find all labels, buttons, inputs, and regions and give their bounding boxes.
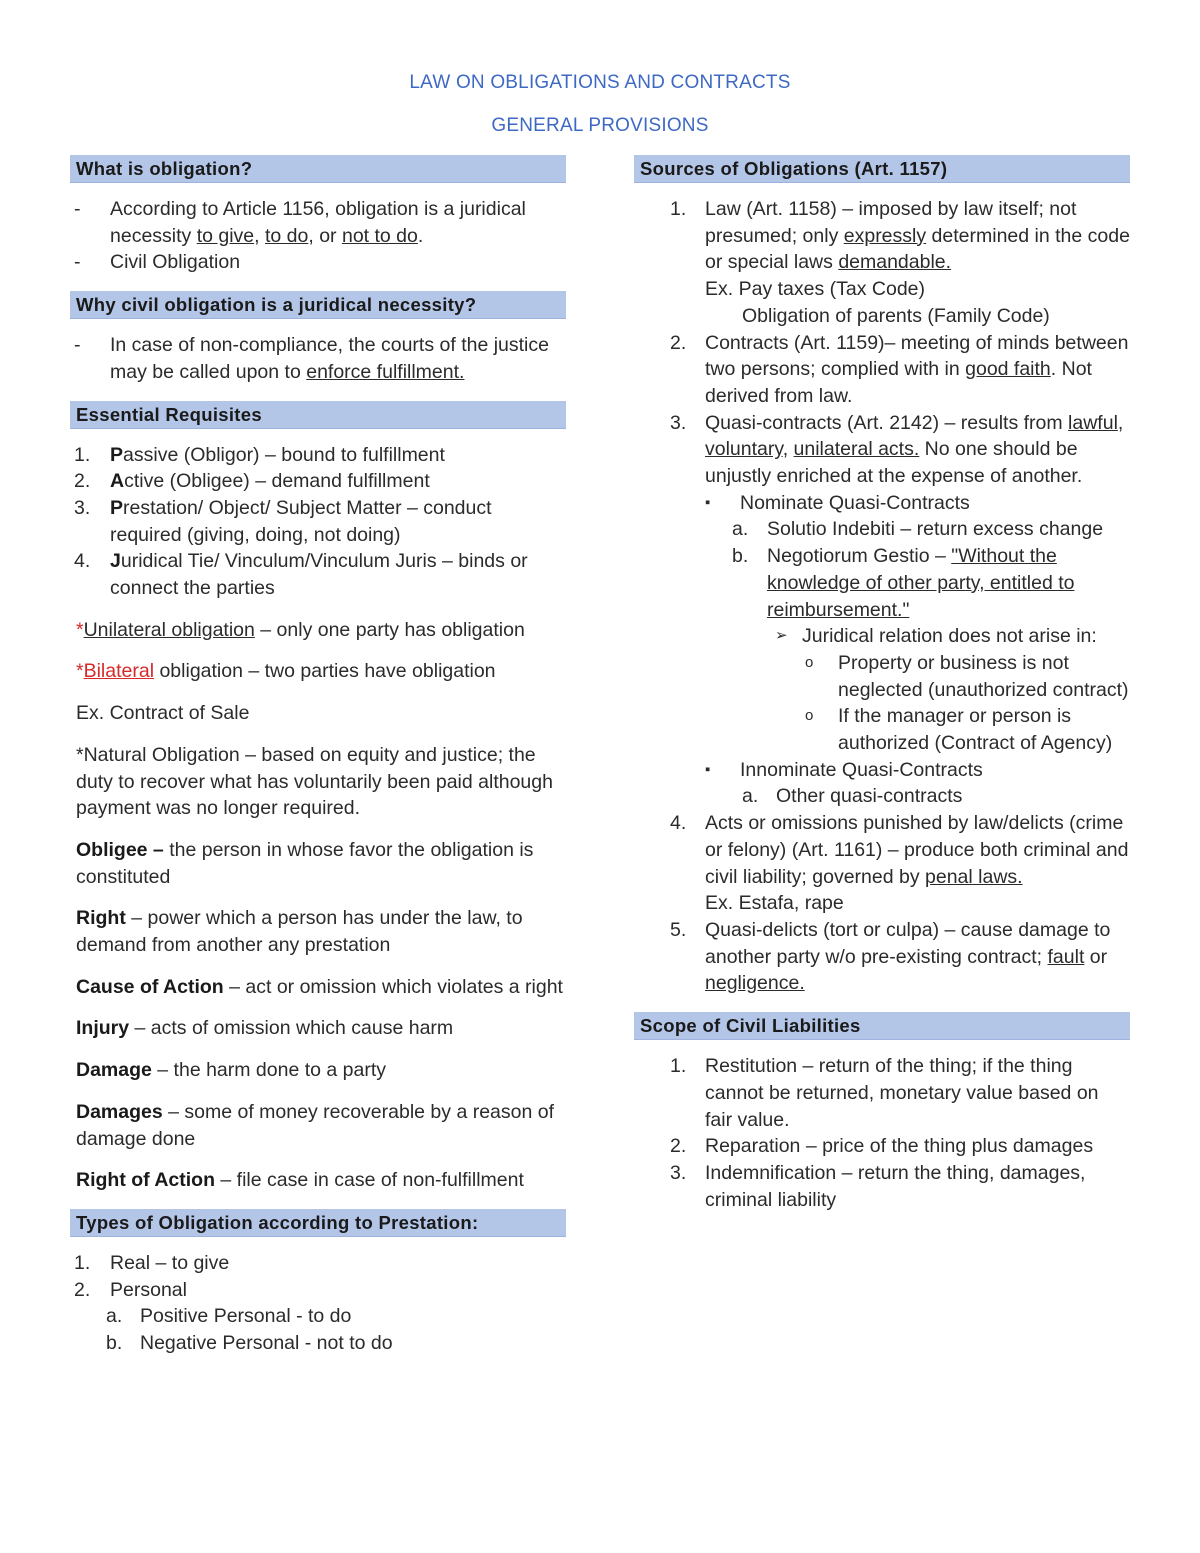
bold-initial: P <box>110 496 124 519</box>
what-is-obligation-list <box>70 196 566 276</box>
item-text: Nominate Quasi-Contracts <box>740 491 970 514</box>
list-subitem-manager <box>634 703 1130 756</box>
underlined-term: demandable. <box>838 251 952 274</box>
definition-text: – file case in case of non-fulfillment <box>215 1169 524 1192</box>
item-text: Positive Personal - to do <box>140 1305 352 1328</box>
dash-bullet: - <box>74 251 81 274</box>
list-number: 4. <box>670 812 687 835</box>
underlined-term: Unilateral obligation <box>83 618 255 641</box>
separator: , or <box>308 224 342 247</box>
item-text: In case of non-compliance, the courts of the justice may be called upon to <box>110 334 549 383</box>
separator: , <box>1117 411 1124 434</box>
list-item-quasi-contracts <box>634 410 1130 490</box>
underlined-term: unilateral acts. <box>793 438 920 461</box>
bilateral-paragraph <box>70 658 566 685</box>
definition-obligee <box>70 837 566 890</box>
why-juridical-list <box>70 332 566 385</box>
underlined-term: lawful <box>1068 411 1118 434</box>
bold-initial: A <box>110 470 125 493</box>
item-text: Reparation – price of the thing plus damages <box>705 1135 1094 1158</box>
underlined-term: negligence. <box>705 972 805 995</box>
item-text: Quasi-contracts (Art. 2142) – results from <box>705 411 1069 434</box>
definition-cause-of-action <box>70 974 566 1001</box>
underlined-term: voluntary <box>705 438 783 461</box>
list-subitem <box>70 1330 566 1357</box>
item-text: assive (Obligor) – bound to fulfillment <box>123 443 445 466</box>
right-column <box>634 155 1130 1213</box>
document-subtitle: GENERAL PROVISIONS <box>491 115 709 136</box>
item-text: No one should be unjustly enriched at the expense of another. <box>705 438 1083 488</box>
section-heading-why-juridical: Why civil obligation is a juridical necessity? <box>70 291 566 319</box>
list-number: 2. <box>74 1278 91 1301</box>
arrow-bullet-icon: ➢ <box>775 627 788 645</box>
definition-term: Damage <box>76 1059 152 1082</box>
section-heading-scope-of-civil-liabilities: Scope of Civil Liabilities <box>634 1012 1130 1040</box>
list-subitem-nominate <box>634 490 1130 517</box>
item-text: Acts or omissions punished by law/delicts (crime or felony) (Art. 1161) – produce both criminal and civil liability; governed by <box>705 812 1129 888</box>
item-text: Quasi-delicts (tort or culpa) – cause damage to another party w/o pre-existing contract; <box>705 918 1111 968</box>
list-subitem <box>70 1303 566 1330</box>
definition-text: the person in whose favor the obligation is constituted <box>76 838 534 888</box>
list-subitem-innominate <box>634 757 1130 784</box>
item-text: Solutio Indebiti – return excess change <box>767 518 1104 541</box>
item-text: Juridical relation does not arise in: <box>802 625 1097 648</box>
underlined-term: not to do <box>341 224 418 247</box>
item-text: . Not derived from law. <box>705 358 1092 407</box>
item-text: Property or business is not neglected (unauthorized contract) <box>838 651 1129 701</box>
item-text: Negotiorum Gestio – <box>767 545 952 568</box>
definition-term: Injury <box>76 1017 130 1040</box>
section-heading-what-is-obligation: What is obligation? <box>70 155 566 183</box>
list-item <box>70 495 566 548</box>
list-number: 4. <box>74 550 91 573</box>
definition-term: Right of Action <box>76 1169 215 1192</box>
list-item <box>634 1133 1130 1160</box>
item-text: Negative Personal - not to do <box>140 1332 393 1355</box>
underlined-term: to do <box>265 224 309 247</box>
list-number: 3. <box>670 411 687 434</box>
list-item <box>634 1053 1130 1133</box>
list-number: 2. <box>670 331 687 354</box>
list-letter: a. <box>732 518 749 541</box>
list-item-law <box>634 196 1130 330</box>
definition-term: Cause of Action <box>76 975 224 998</box>
item-text: Civil Obligation <box>110 251 241 274</box>
separator: , <box>254 224 265 247</box>
item-text: Restitution – return of the thing; if the thing cannot be returned, monetary value based on fair value. <box>705 1055 1099 1131</box>
item-text: Real – to give <box>110 1251 230 1274</box>
item-text: Personal <box>110 1278 187 1301</box>
item-text: Law (Art. 1158) – imposed by law itself; not presumed; only <box>705 198 1077 247</box>
list-subitem-solutio <box>634 516 1130 543</box>
list-number: 3. <box>670 1161 687 1184</box>
paragraph-text: obligation – two parties have obligation <box>154 660 496 683</box>
underlined-term: to give <box>196 224 255 247</box>
unilateral-paragraph <box>70 617 566 644</box>
definition-injury <box>70 1015 566 1042</box>
example-text: Obligation of parents (Family Code) <box>742 304 1050 327</box>
list-number: 1. <box>74 1251 91 1274</box>
item-text: determined in the code or special laws <box>705 224 1130 274</box>
list-item <box>70 196 566 249</box>
item-text: If the manager or person is authorized (Contract of Agency) <box>838 705 1113 755</box>
paragraph-text: – only one party has obligation <box>254 618 525 641</box>
list-item <box>70 1277 566 1304</box>
definition-text: – the harm done to a party <box>151 1059 387 1082</box>
underlined-term: enforce fulfillment. <box>306 360 465 383</box>
underlined-term: expressly <box>843 224 927 247</box>
definition-text: – act or omission which violates a right <box>223 975 563 998</box>
dash-bullet: - <box>74 198 81 220</box>
item-text: restation/ Object/ Subject Matter – conduct required (giving, doing, not doing) <box>110 496 492 546</box>
types-of-obligation-list <box>70 1250 566 1357</box>
definition-text: – acts of omission which cause harm <box>129 1017 454 1040</box>
circle-bullet-icon: o <box>805 707 814 725</box>
definition-damages <box>70 1099 566 1152</box>
asterisk: * <box>76 618 84 641</box>
list-number: 1. <box>74 443 91 466</box>
circle-bullet-icon: o <box>805 653 814 671</box>
list-letter: a. <box>106 1305 123 1328</box>
list-number: 1. <box>670 1055 687 1078</box>
definition-text: – power which a person has under the law, to demand from another any prestation <box>76 907 523 957</box>
list-letter: a. <box>742 785 759 808</box>
item-text: uridical Tie/ Vinculum/Vinculum Juris – binds or connect the parties <box>110 550 528 600</box>
underlined-term: good faith <box>965 358 1051 381</box>
item-text: Contracts (Art. 1159)– meeting of minds between two persons; complied with in <box>705 331 1129 381</box>
list-subitem-negotiorum <box>634 543 1130 623</box>
list-item-contracts <box>634 330 1130 410</box>
bold-initial: P <box>110 443 124 466</box>
essential-requisites-list <box>70 442 566 602</box>
list-number: 1. <box>670 198 687 220</box>
example-text: Ex. Pay taxes (Tax Code) <box>705 278 926 301</box>
item-text: ctive (Obligee) – demand fulfillment <box>124 470 430 493</box>
list-item <box>70 442 566 469</box>
list-item <box>70 548 566 601</box>
left-column <box>70 155 566 1357</box>
definition-text: – some of money recoverable by a reason of damage done <box>76 1100 555 1150</box>
square-bullet-icon: ▪ <box>705 760 711 778</box>
definition-right-of-action <box>70 1167 566 1194</box>
list-subitem-juridical-relation <box>634 623 1130 650</box>
underlined-term: penal laws. <box>925 865 1023 888</box>
list-item <box>70 249 566 276</box>
list-item <box>70 332 566 385</box>
list-item-acts-omissions <box>634 810 1130 917</box>
item-text: Innominate Quasi-Contracts <box>740 758 983 781</box>
definition-damage <box>70 1057 566 1084</box>
list-item <box>70 1250 566 1277</box>
separator: or <box>1084 945 1108 968</box>
definition-term: Right <box>76 907 126 930</box>
underlined-term: Bilateral <box>83 660 155 683</box>
separator: , <box>782 438 794 461</box>
list-letter: b. <box>106 1332 123 1355</box>
item-text: According to Article 1156, obligation is a juridical necessity <box>110 198 526 247</box>
list-number: 2. <box>74 470 91 493</box>
document-title: LAW ON OBLIGATIONS AND CONTRACTS <box>409 72 791 93</box>
example-paragraph: Ex. Contract of Sale <box>76 702 250 725</box>
bold-initial: J <box>110 550 121 573</box>
section-heading-types-of-obligation: Types of Obligation according to Prestation: <box>70 1209 566 1237</box>
section-heading-sources-of-obligations: Sources of Obligations (Art. 1157) <box>634 155 1130 183</box>
definition-right <box>70 905 566 958</box>
natural-obligation-paragraph: *Natural Obligation – based on equity and justice; the duty to recover what has voluntarily been paid although payment was no longer required. <box>76 743 553 820</box>
underlined-term: fault <box>1047 945 1085 968</box>
definition-term: Damages <box>76 1100 163 1123</box>
example-text: Ex. Estafa, rape <box>705 892 844 915</box>
list-letter: b. <box>732 545 749 568</box>
list-item <box>70 468 566 495</box>
list-number: 3. <box>74 496 91 519</box>
dash-bullet: - <box>74 334 81 357</box>
asterisk: * <box>76 660 84 683</box>
square-bullet-icon: ▪ <box>705 493 711 511</box>
list-subitem-other <box>634 783 1130 810</box>
item-text: Indemnification – return the thing, damages, criminal liability <box>705 1161 1086 1211</box>
sources-list <box>634 196 1130 997</box>
scope-list <box>634 1053 1130 1213</box>
list-subitem-property <box>634 650 1130 703</box>
list-number: 5. <box>670 918 687 941</box>
definition-term: Obligee – <box>76 838 164 861</box>
list-item-quasi-delicts <box>634 917 1130 997</box>
separator: . <box>417 224 424 247</box>
list-item <box>634 1160 1130 1213</box>
list-number: 2. <box>670 1135 687 1158</box>
section-heading-essential-requisites: Essential Requisites <box>70 401 566 429</box>
underlined-term: "Without the knowledge of other party, entitled to reimbursement." <box>767 545 1075 621</box>
item-text: Other quasi-contracts <box>776 785 963 808</box>
